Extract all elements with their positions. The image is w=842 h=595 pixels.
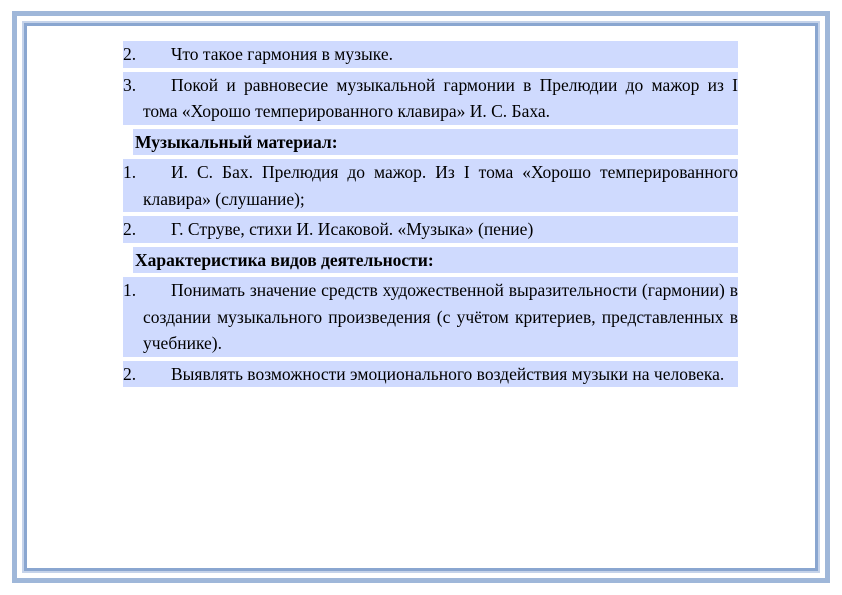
list-item-number: 2. xyxy=(123,219,137,239)
list-item xyxy=(123,277,738,357)
list-item-number: 3. xyxy=(123,74,137,95)
list-item-number: 1. xyxy=(123,162,137,182)
list-item-text: Выявлять возможности эмоционального воздействия музыки на человека. xyxy=(171,363,725,384)
list-item-text: Г. Струве, стихи И. Исаковой. «Музыка» (пение) xyxy=(171,219,534,239)
section-heading-activities: Характеристика видов деятельности: xyxy=(133,247,738,274)
list-item-number: 1. xyxy=(123,280,137,300)
slide-content xyxy=(123,41,738,391)
section-heading-material: Музыкальный материал: xyxy=(133,129,738,156)
list-item-text: Что такое гармония в музыке. xyxy=(171,44,394,64)
list-item xyxy=(123,72,738,125)
list-item-text: Понимать значение средств художественной выразительности (гармонии) в создании музыкального произведения (с учётом критериев, представленных в учебнике). xyxy=(143,280,738,353)
list-item xyxy=(123,216,738,243)
list-item-number: 2. xyxy=(123,363,137,384)
list-item-text: Покой и равновесие музыкальной гармонии в Прелюдии до мажор из I тома «Хорошо темперированного клавира» И. С. Баха. xyxy=(143,74,738,121)
list-item xyxy=(123,361,738,388)
list-item-text: И. С. Бах. Прелюдия до мажор. Из I тома «Хорошо темперированного клавира» (слушание); xyxy=(143,162,738,209)
list-item xyxy=(123,159,738,212)
list-item-number: 2. xyxy=(123,44,137,64)
list-item xyxy=(123,41,738,68)
